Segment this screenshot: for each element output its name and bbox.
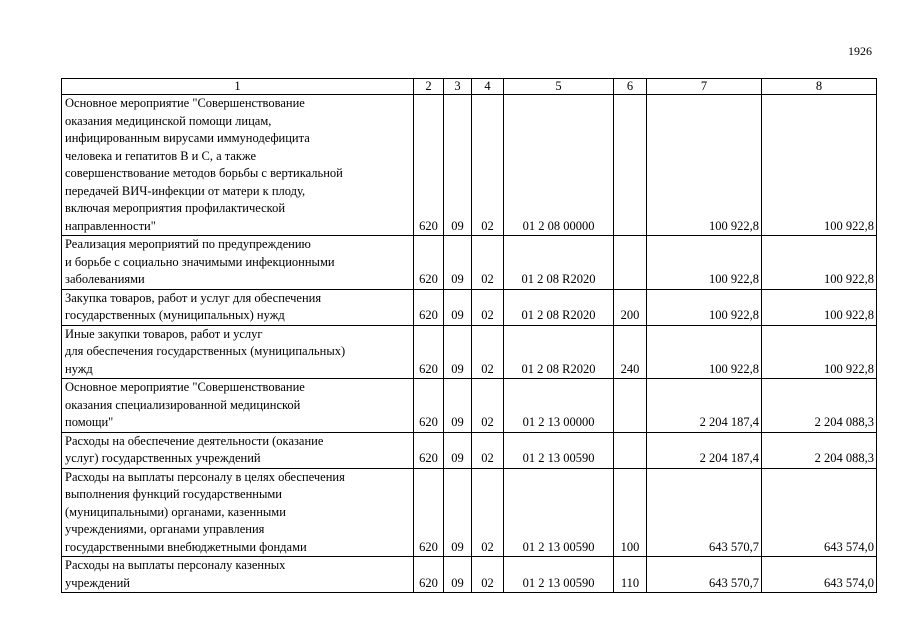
column-header: 4 (472, 79, 504, 95)
expense-type-code: 240 (614, 325, 647, 379)
target-article-code: 01 2 08 R2020 (504, 289, 614, 325)
column-header: 7 (647, 79, 762, 95)
target-article-code: 01 2 13 00590 (504, 468, 614, 557)
subsection-code: 02 (472, 236, 504, 290)
expense-type-code (614, 95, 647, 236)
ministry-code: 620 (414, 325, 444, 379)
row-description: Расходы на выплаты персоналу казенных учреждений (62, 557, 414, 593)
table-row (62, 468, 877, 557)
ministry-code: 620 (414, 289, 444, 325)
amount-year-2: 100 922,8 (762, 236, 877, 290)
amount-year-1: 100 922,8 (647, 289, 762, 325)
section-code: 09 (444, 95, 472, 236)
row-description: Реализация мероприятий по предупреждению и борьбе с социально значимыми инфекционными заболеваниями (62, 236, 414, 290)
subsection-code: 02 (472, 468, 504, 557)
amount-year-1: 100 922,8 (647, 325, 762, 379)
target-article-code: 01 2 13 00590 (504, 432, 614, 468)
expense-type-code (614, 236, 647, 290)
table-row (62, 236, 877, 290)
amount-year-2: 100 922,8 (762, 289, 877, 325)
section-code: 09 (444, 325, 472, 379)
row-description: Основное мероприятие "Совершенствование оказания специализированной медицинской помощи" (62, 379, 414, 433)
amount-year-1: 2 204 187,4 (647, 432, 762, 468)
amount-year-2: 2 204 088,3 (762, 432, 877, 468)
section-code: 09 (444, 468, 472, 557)
amount-year-1: 100 922,8 (647, 95, 762, 236)
ministry-code: 620 (414, 236, 444, 290)
target-article-code: 01 2 08 00000 (504, 95, 614, 236)
expense-type-code (614, 379, 647, 433)
column-header: 6 (614, 79, 647, 95)
amount-year-2: 643 574,0 (762, 557, 877, 593)
amount-year-2: 100 922,8 (762, 95, 877, 236)
amount-year-2: 100 922,8 (762, 325, 877, 379)
subsection-code: 02 (472, 557, 504, 593)
budget-table (61, 78, 877, 593)
expense-type-code: 200 (614, 289, 647, 325)
column-header: 2 (414, 79, 444, 95)
column-header: 1 (62, 79, 414, 95)
subsection-code: 02 (472, 379, 504, 433)
subsection-code: 02 (472, 325, 504, 379)
ministry-code: 620 (414, 379, 444, 433)
amount-year-1: 643 570,7 (647, 468, 762, 557)
amount-year-2: 2 204 088,3 (762, 379, 877, 433)
row-description: Расходы на выплаты персоналу в целях обеспечения выполнения функций государственными (муниципальными) органами, казенными учреждениями, органами управления государственными внебюджетными фондами (62, 468, 414, 557)
row-description: Закупка товаров, работ и услуг для обеспечения государственных (муниципальных) нужд (62, 289, 414, 325)
section-code: 09 (444, 432, 472, 468)
target-article-code: 01 2 08 R2020 (504, 325, 614, 379)
amount-year-1: 100 922,8 (647, 236, 762, 290)
amount-year-1: 2 204 187,4 (647, 379, 762, 433)
table-row (62, 432, 877, 468)
table-row (62, 325, 877, 379)
section-code: 09 (444, 379, 472, 433)
table-row (62, 95, 877, 236)
ministry-code: 620 (414, 95, 444, 236)
table-row (62, 557, 877, 593)
section-code: 09 (444, 289, 472, 325)
ministry-code: 620 (414, 557, 444, 593)
section-code: 09 (444, 236, 472, 290)
column-header: 8 (762, 79, 877, 95)
expense-type-code: 100 (614, 468, 647, 557)
row-description: Расходы на обеспечение деятельности (оказание услуг) государственных учреждений (62, 432, 414, 468)
column-header: 3 (444, 79, 472, 95)
table-row (62, 379, 877, 433)
expense-type-code: 110 (614, 557, 647, 593)
ministry-code: 620 (414, 468, 444, 557)
row-description: Иные закупки товаров, работ и услуг для обеспечения государственных (муниципальных) нужд (62, 325, 414, 379)
amount-year-2: 643 574,0 (762, 468, 877, 557)
subsection-code: 02 (472, 95, 504, 236)
table-row (62, 289, 877, 325)
column-header: 5 (504, 79, 614, 95)
page-number: 1926 (848, 44, 872, 58)
subsection-code: 02 (472, 432, 504, 468)
section-code: 09 (444, 557, 472, 593)
target-article-code: 01 2 08 R2020 (504, 236, 614, 290)
target-article-code: 01 2 13 00590 (504, 557, 614, 593)
ministry-code: 620 (414, 432, 444, 468)
expense-type-code (614, 432, 647, 468)
amount-year-1: 643 570,7 (647, 557, 762, 593)
subsection-code: 02 (472, 289, 504, 325)
row-description: Основное мероприятие "Совершенствование оказания медицинской помощи лицам, инфицированным вирусами иммунодефицита человека и гепатитов В и С, а также совершенствование методов борьбы с вертикальной передачей ВИЧ-инфекции от матери к плоду, включая мероприятия профилактической направленности" (62, 95, 414, 236)
target-article-code: 01 2 13 00000 (504, 379, 614, 433)
table-header-row (62, 79, 877, 95)
